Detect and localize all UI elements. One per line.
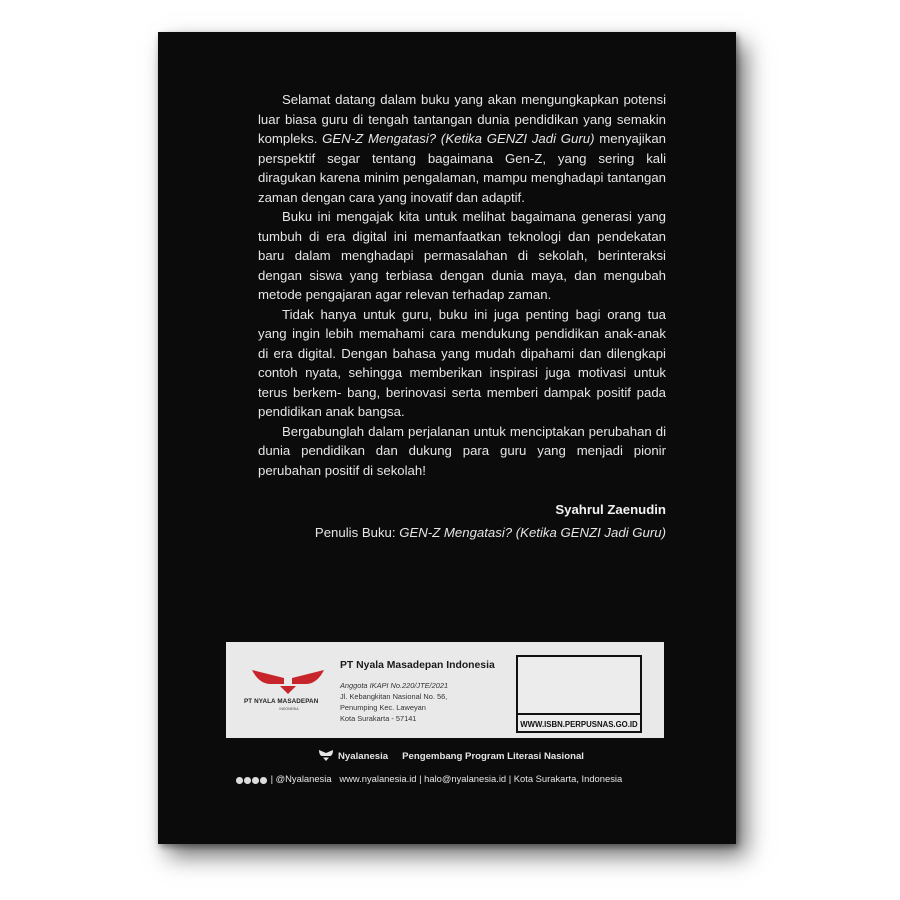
publisher-panel [226, 642, 664, 738]
isbn-url: WWW.ISBN.PERPUSNAS.GO.ID [520, 720, 638, 729]
publisher-address [340, 680, 448, 724]
publisher-logo [244, 664, 330, 718]
publisher-address-line-3: Kota Surakarta - 57141 [340, 714, 417, 723]
tiktok-icon [260, 777, 267, 784]
facebook-icon [236, 777, 243, 784]
publisher-logo-icon [250, 664, 326, 696]
author-role: Penulis Buku: GEN-Z Mengatasi? (Ketika GENZI Jadi Guru) [314, 525, 666, 540]
blurb-text [258, 90, 666, 480]
city-text: Kota Surakarta, Indonesia [513, 773, 623, 784]
publisher-name: PT Nyala Masadepan Indonesia [340, 660, 495, 671]
barcode-area [518, 657, 640, 715]
blurb-paragraph-1: Selamat datang dalam buku yang akan mengungkapkan potensi luar biasa guru di tengah tantangan dunia pendidikan yang semakin kompleks. GEN-Z Mengatasi? (Ketika GENZI Jadi Guru) menyajikan perspektif segar tentang bagaimana Gen-Z, yang sering kali diragukan karena minim pengalaman, mampu menghadapi tantangan zaman dengan cara yang inovatif dan adaptif. [258, 92, 667, 205]
book-back-cover [158, 32, 736, 844]
brand-row [318, 748, 584, 764]
blurb-paragraph-2: Buku ini mengajak kita untuk melihat bagaimana generasi yang tumbuh di era digital ini memanfaatkan teknologi dan pendekatan baru dalam menghadapi permasalahan di sekolah, berinteraksi dengan siswa yang terbiasa dengan dunia maya, dan mengubah metode pengajaran agar relevan terhadap zaman. [258, 209, 666, 302]
publisher-address-line-2: Penumping Kec. Laweyan [340, 703, 426, 712]
book-title-italic: GEN-Z Mengatasi? (Ketika GENZI Jadi Guru) [322, 131, 595, 146]
social-handle: | @Nyalanesia [268, 773, 332, 784]
isbn-barcode-box [516, 655, 642, 733]
publisher-ikapi: Anggota IKAPI No.220/JTE/2021 [340, 681, 449, 690]
blurb-paragraph-3: Tidak hanya untuk guru, buku ini juga penting bagi orang tua yang ingin lebih memahami cara mendukung pendidikan anak-anak di era digital. Dengan bahasa yang mudah dipahami dan dilengkapi contoh nyata, sehingga memberikan inspirasi juga motivasi untuk terus berkem- bang, berinovasi serta memberi dampak positif pada pendidikan anak bangsa. [258, 306, 666, 419]
email-address: halo@nyalanesia.id [424, 773, 507, 784]
publisher-address-line-1: Jl. Kebangkitan Nasional No. 56, [340, 692, 448, 701]
contact-row: | @Nyalanesia www.nyalanesia.id | halo@nyalanesia.id | Kota Surakarta, Indonesia [236, 773, 622, 785]
brand-tagline: Pengembang Program Literasi Nasional [402, 751, 584, 762]
blurb-paragraph-4: Bergabunglah dalam perjalanan untuk menciptakan perubahan di dunia pendidikan dan dukung para guru yang menjadi pionir perubahan positif di sekolah! [258, 423, 666, 478]
nyalanesia-logo-icon [318, 748, 334, 765]
youtube-icon [252, 777, 259, 784]
instagram-icon [244, 777, 251, 784]
brand-name: Nyalanesia [338, 751, 389, 762]
social-icons [236, 774, 268, 785]
author-name: Syahrul Zaenudin [555, 502, 666, 517]
publisher-logo-sub: INDONESIA [279, 707, 299, 711]
publisher-logo-name: PT NYALA MASADEPAN [244, 698, 319, 705]
website-link: www.nyalanesia.id [339, 773, 417, 784]
